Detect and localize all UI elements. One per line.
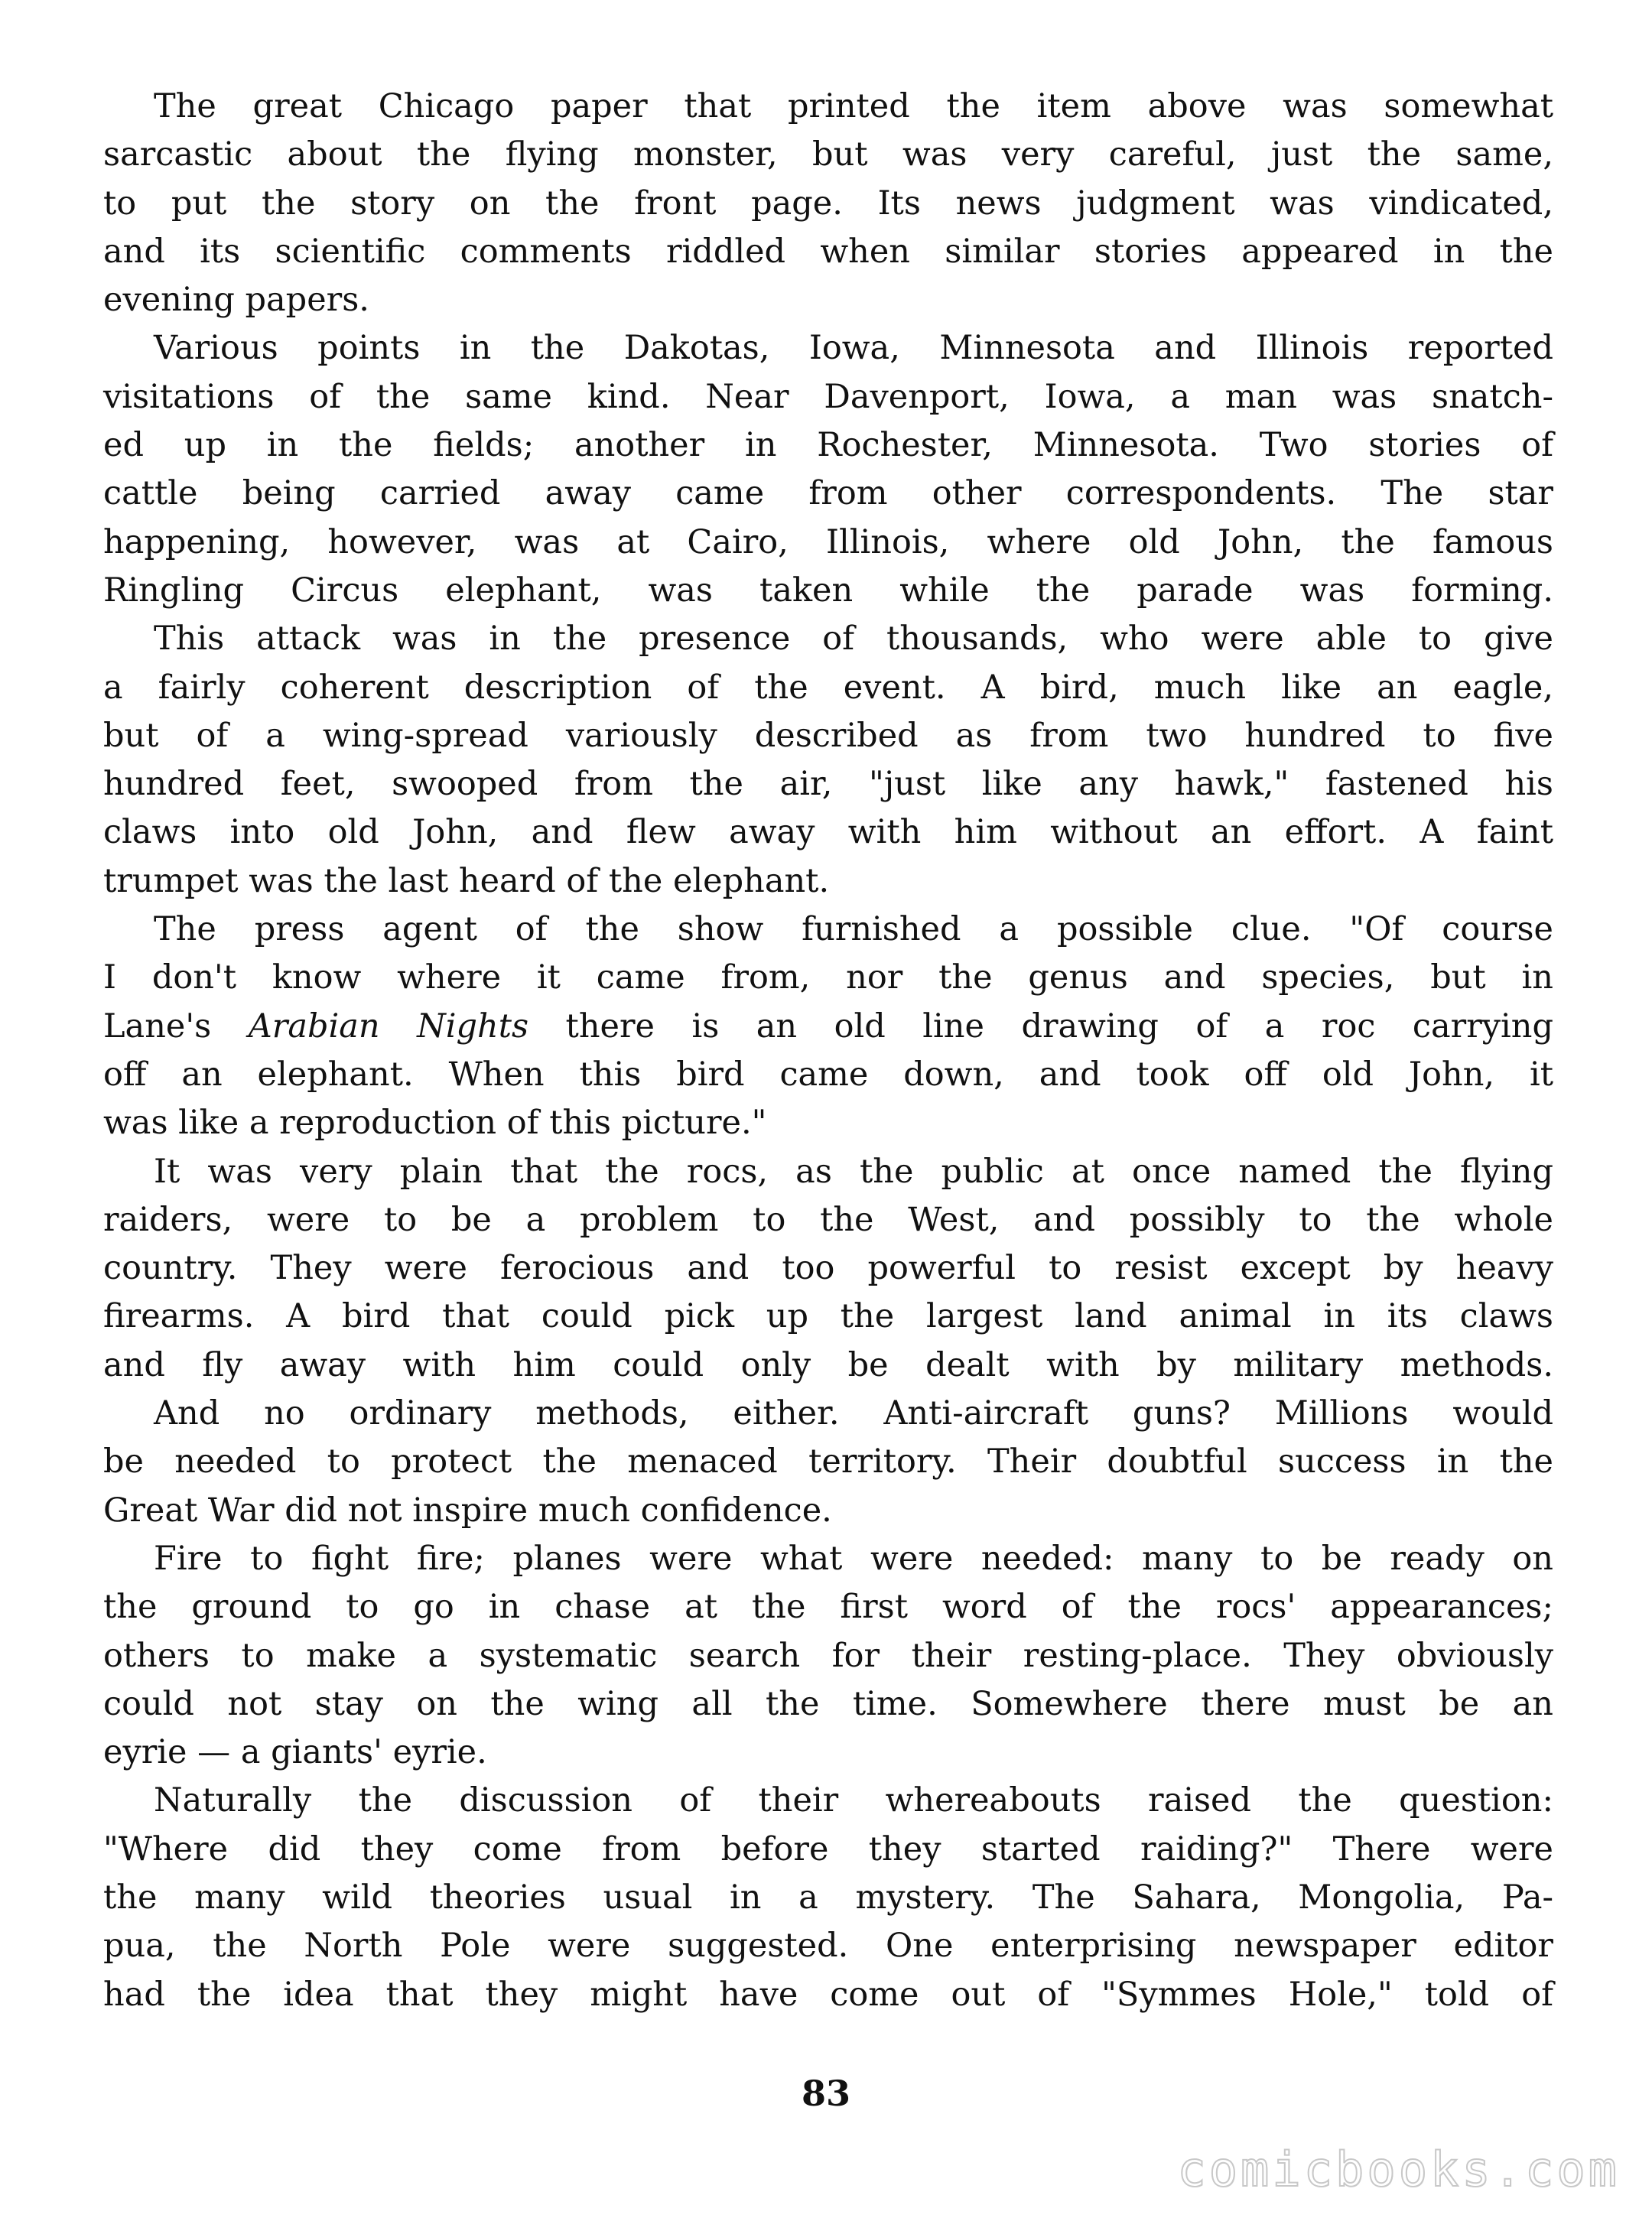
text-line: visitations of the same kind. Near Davenport, Iowa, a man was snatch- bbox=[103, 377, 1553, 416]
text-line: but of a wing-spread variously described as from two hundred to five bbox=[103, 716, 1553, 755]
text-line: Ringling Circus elephant, was taken while the parade was forming. bbox=[103, 571, 1553, 610]
text-line: firearms. A bird that could pick up the largest land animal in its claws bbox=[103, 1297, 1553, 1336]
text-line: This attack was in the presence of thousands, who were able to give bbox=[154, 620, 1553, 659]
text-line: raiders, were to be a problem to the West, and possibly to the whole bbox=[103, 1200, 1553, 1239]
text-line: sarcastic about the flying monster, but was very careful, just the same, bbox=[103, 135, 1553, 174]
paragraph-1 bbox=[103, 83, 1553, 324]
text-run: I don't know where it came from, nor the genus and species, but in bbox=[103, 958, 1553, 997]
text-line bbox=[103, 1003, 1553, 1051]
text-line: a fairly coherent description of the event. A bird, much like an eagle, bbox=[103, 668, 1553, 707]
paragraph-6 bbox=[103, 1390, 1553, 1535]
text-run: off an elephant. When this bird came down, and took off old John, it bbox=[103, 1055, 1553, 1094]
paragraph-7 bbox=[103, 1535, 1553, 1777]
text-line: the ground to go in chase at the first word of the rocs' appearances; bbox=[103, 1588, 1553, 1627]
text-line: cattle being carried away came from other correspondents. The star bbox=[103, 474, 1553, 513]
text-line bbox=[103, 1051, 1553, 1099]
text-run: was like a reproduction of this picture." bbox=[103, 1104, 767, 1143]
paragraph-2 bbox=[103, 324, 1553, 615]
text-line: others to make a systematic search for their resting-place. They obviously bbox=[103, 1636, 1553, 1675]
text-line: Fire to fight fire; planes were what were needed: many to be ready on bbox=[154, 1539, 1553, 1578]
book-title-italic: Arabian Nights bbox=[248, 1007, 529, 1046]
text-line: to put the story on the front page. Its news judgment was vindicated, bbox=[103, 184, 1553, 223]
text-line: claws into old John, and flew away with him without an effort. A faint bbox=[103, 813, 1553, 852]
text-line: had the idea that they might have come out of "Symmes Hole," told of bbox=[103, 1975, 1553, 2014]
text-line: ed up in the fields; another in Rochester, Minnesota. Two stories of bbox=[103, 426, 1553, 465]
text-line bbox=[103, 1099, 1553, 1147]
text-line: Naturally the discussion of their whereabouts raised the question: bbox=[154, 1781, 1553, 1820]
paragraph-5 bbox=[103, 1148, 1553, 1390]
text-line: Great War did not inspire much confidence. bbox=[103, 1491, 832, 1530]
text-run: Lane's bbox=[103, 1007, 249, 1046]
text-line: eyrie — a giants' eyrie. bbox=[103, 1733, 487, 1772]
text-line: Various points in the Dakotas, Iowa, Minnesota and Illinois reported bbox=[154, 329, 1553, 368]
text-line: country. They were ferocious and too powerful to resist except by heavy bbox=[103, 1249, 1553, 1288]
paragraph-4 bbox=[103, 906, 1553, 1147]
text-line: be needed to protect the menaced territory. Their doubtful success in the bbox=[103, 1442, 1553, 1481]
text-line: It was very plain that the rocs, as the public at once named the flying bbox=[154, 1152, 1553, 1191]
text-line: And no ordinary methods, either. Anti-aircraft guns? Millions would bbox=[154, 1394, 1553, 1433]
paragraph-3 bbox=[103, 615, 1553, 906]
text-line: happening, however, was at Cairo, Illinois, where old John, the famous bbox=[103, 522, 1553, 561]
text-line: "Where did they come from before they started raiding?" There were bbox=[103, 1829, 1553, 1868]
text-line bbox=[103, 954, 1553, 1002]
text-line bbox=[103, 906, 1553, 954]
text-line: trumpet was the last heard of the elephant. bbox=[103, 861, 830, 900]
body-text bbox=[103, 83, 1553, 2019]
text-line: The great Chicago paper that printed the item above was somewhat bbox=[154, 87, 1553, 125]
text-line: evening papers. bbox=[103, 281, 369, 320]
text-run: The press agent of the show furnished a possible clue. "Of course bbox=[154, 910, 1553, 949]
paragraph-8 bbox=[103, 1777, 1553, 2018]
text-run: there is an old line drawing of a roc carrying bbox=[528, 1007, 1554, 1046]
text-line: hundred feet, swooped from the air, "just like any hawk," fastened his bbox=[103, 765, 1553, 804]
text-line: and its scientific comments riddled when similar stories appeared in the bbox=[103, 232, 1553, 271]
page-number: 83 bbox=[801, 2073, 850, 2114]
text-line: pua, the North Pole were suggested. One enterprising newspaper editor bbox=[103, 1927, 1553, 1966]
text-line: could not stay on the wing all the time. Somewhere there must be an bbox=[103, 1684, 1553, 1723]
text-line: and fly away with him could only be dealt with by military methods. bbox=[103, 1345, 1553, 1384]
site-watermark: comicbooks.com bbox=[1177, 2142, 1620, 2197]
text-line: the many wild theories usual in a mystery. The Sahara, Mongolia, Pa- bbox=[103, 1878, 1553, 1917]
